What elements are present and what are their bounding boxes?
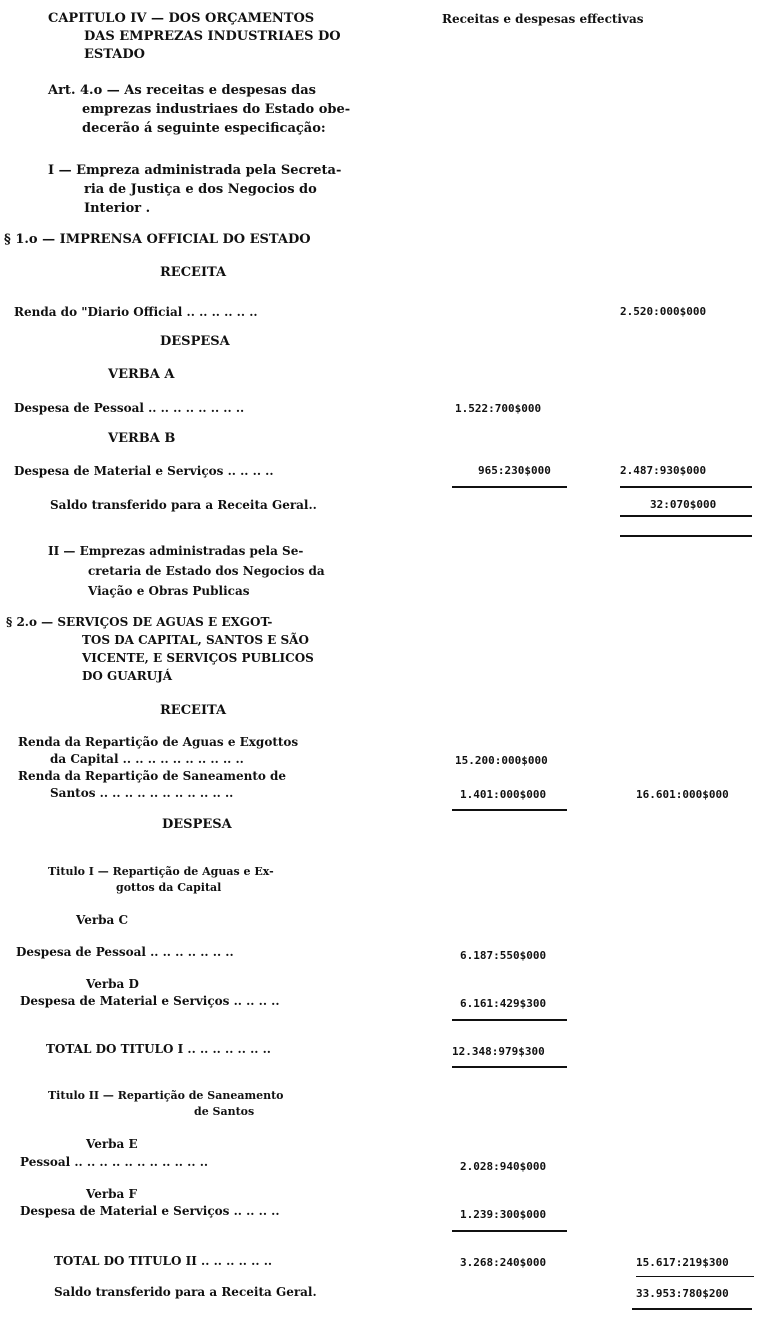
t1-material-label: Despesa de Material e Serviços .. .. .. .. bbox=[20, 994, 280, 1008]
renda-diario-label: Renda do "Diario Official .. .. .. .. .. .. bbox=[14, 305, 258, 319]
article-line2: emprezas industriaes do Estado obe- bbox=[82, 102, 351, 117]
chapter-title-line2: DAS EMPREZAS INDUSTRIAES DO bbox=[84, 29, 341, 44]
sum-rule bbox=[452, 809, 567, 811]
saldo-label: Saldo transferido para a Receita Geral.. bbox=[50, 498, 317, 512]
receita-heading: RECEITA bbox=[160, 265, 227, 280]
chapter-title-line3: ESTADO bbox=[84, 47, 145, 62]
t2-total-value: 3.268:240$000 bbox=[460, 1256, 547, 1269]
titulo1-line2: gottos da Capital bbox=[116, 881, 222, 894]
despesa-pessoal-label: Despesa de Pessoal .. .. .. .. .. .. .. .. bbox=[14, 401, 245, 415]
article-line3: decerão á seguinte especificação: bbox=[82, 121, 326, 136]
titulo1-line1: Titulo I — Repartição de Aguas e Ex- bbox=[48, 865, 274, 878]
receita-heading: RECEITA bbox=[160, 703, 227, 718]
sum-rule bbox=[620, 535, 752, 537]
sum-rule bbox=[636, 1276, 754, 1277]
t1-pessoal-value: 6.187:550$000 bbox=[460, 949, 547, 962]
t1-material-value: 6.161:429$300 bbox=[460, 997, 547, 1010]
t2-material-label: Despesa de Material e Serviços .. .. .. .. bbox=[20, 1204, 280, 1218]
section2-line3: Viação e Obras Publicas bbox=[88, 584, 250, 598]
saldo-value: 32:070$000 bbox=[650, 498, 717, 511]
despesa-material-value: 965:230$000 bbox=[478, 464, 551, 477]
renda-aguas-value: 15.200:000$000 bbox=[455, 754, 548, 767]
renda-santos-value: 1.401:000$000 bbox=[460, 788, 547, 801]
verba-e-heading: Verba E bbox=[86, 1137, 138, 1151]
renda-total: 16.601:000$000 bbox=[636, 788, 729, 801]
section1-line2: ria de Justiça e dos Negocios do bbox=[84, 182, 317, 197]
despesa-heading: DESPESA bbox=[160, 334, 230, 349]
despesa-pessoal-value: 1.522:700$000 bbox=[455, 402, 542, 415]
despesa-heading: DESPESA bbox=[162, 817, 232, 832]
despesa-material-total: 2.487:930$000 bbox=[620, 464, 707, 477]
renda-santos-line1: Renda da Repartição de Saneamento de bbox=[18, 769, 287, 783]
saldo-label: Saldo transferido para a Receita Geral. bbox=[54, 1285, 317, 1299]
aguas-title-line3: VICENTE, E SERVIÇOS PUBLICOS bbox=[82, 651, 314, 665]
renda-diario-total: 2.520:000$000 bbox=[620, 305, 707, 318]
aguas-title-line4: DO GUARUJÁ bbox=[82, 669, 173, 683]
t2-material-value: 1.239:300$000 bbox=[460, 1208, 547, 1221]
section2-line1: II — Emprezas administradas pela Se- bbox=[48, 544, 304, 558]
t2-pessoal-label: Pessoal .. .. .. .. .. .. .. .. .. .. .. bbox=[20, 1155, 209, 1169]
verba-d-heading: Verba D bbox=[86, 977, 139, 991]
t1-pessoal-label: Despesa de Pessoal .. .. .. .. .. .. .. bbox=[16, 945, 234, 959]
t1-total-label: TOTAL DO TITULO I .. .. .. .. .. .. .. bbox=[46, 1042, 271, 1056]
grand-total-value: 15.617:219$300 bbox=[636, 1256, 729, 1269]
sum-rule bbox=[620, 515, 752, 517]
aguas-title-line1: § 2.o — SERVIÇOS DE AGUAS E EXGOT- bbox=[6, 615, 273, 629]
column-heading: Receitas e despesas effectivas bbox=[442, 12, 644, 26]
chapter-title-line1: CAPITULO IV — DOS ORÇAMENTOS bbox=[48, 11, 315, 26]
section1-line1: I — Empreza administrada pela Secreta- bbox=[48, 163, 342, 178]
renda-aguas-line1: Renda da Repartição de Aguas e Exgottos bbox=[18, 735, 299, 749]
titulo2-line2: de Santos bbox=[194, 1105, 255, 1118]
verba-b-heading: VERBA B bbox=[108, 431, 176, 446]
imprensa-title: § 1.o — IMPRENSA OFFICIAL DO ESTADO bbox=[4, 232, 311, 247]
sum-rule bbox=[620, 486, 752, 488]
sum-rule bbox=[452, 1230, 567, 1232]
aguas-title-line2: TOS DA CAPITAL, SANTOS E SÃO bbox=[82, 633, 309, 647]
verba-a-heading: VERBA A bbox=[108, 367, 175, 382]
sum-rule bbox=[452, 1019, 567, 1021]
sum-rule bbox=[452, 486, 567, 488]
t2-total-label: TOTAL DO TITULO II .. .. .. .. .. .. bbox=[54, 1254, 273, 1268]
verba-c-heading: Verba C bbox=[76, 913, 129, 927]
despesa-material-label: Despesa de Material e Serviços .. .. .. .. bbox=[14, 464, 274, 478]
t1-total-value: 12.348:979$300 bbox=[452, 1045, 545, 1058]
article-line1: Art. 4.o — As receitas e despesas das bbox=[48, 83, 316, 98]
saldo-value: 33.953:780$200 bbox=[636, 1287, 729, 1300]
t2-pessoal-value: 2.028:940$000 bbox=[460, 1160, 547, 1173]
sum-rule bbox=[452, 1066, 567, 1068]
renda-aguas-line2: da Capital .. .. .. .. .. .. .. .. .. .. bbox=[50, 752, 244, 766]
renda-santos-line2: Santos .. .. .. .. .. .. .. .. .. .. .. bbox=[50, 786, 234, 800]
section1-line3: Interior . bbox=[84, 201, 151, 216]
section2-line2: cretaria de Estado dos Negocios da bbox=[88, 564, 325, 578]
verba-f-heading: Verba F bbox=[86, 1187, 138, 1201]
sum-rule bbox=[632, 1308, 752, 1310]
titulo2-line1: Titulo II — Repartição de Saneamento bbox=[48, 1089, 284, 1102]
